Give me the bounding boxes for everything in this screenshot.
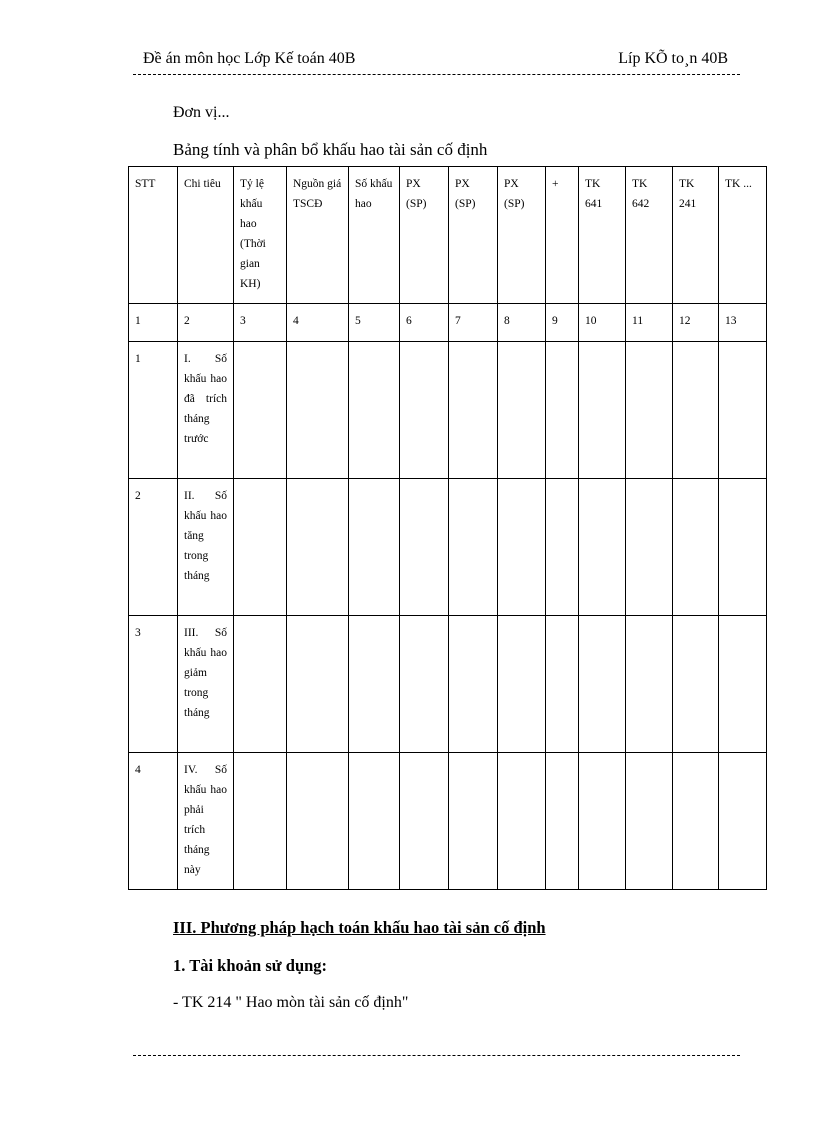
column-number-cell: 11 <box>626 304 673 342</box>
column-number-cell: 1 <box>129 304 178 342</box>
empty-cell <box>546 342 579 479</box>
section-title: III. Phương pháp hạch toán khấu hao tài sản cố định <box>173 918 546 937</box>
column-number-cell: 2 <box>178 304 234 342</box>
empty-cell <box>719 479 767 616</box>
empty-cell <box>449 753 498 890</box>
column-number-cell: 3 <box>234 304 287 342</box>
empty-cell <box>626 342 673 479</box>
column-number-cell: 13 <box>719 304 767 342</box>
column-number-cell: 9 <box>546 304 579 342</box>
empty-cell <box>234 342 287 479</box>
header-class-label: Líp KÕ to¸n 40B <box>618 50 728 67</box>
empty-cell <box>626 616 673 753</box>
header-cell: Số khấu hao <box>349 167 400 304</box>
account-bullet: - TK 214 " Hao mòn tài sản cố định" <box>173 994 409 1011</box>
empty-cell <box>449 616 498 753</box>
header-cell: TK 641 <box>579 167 626 304</box>
empty-cell <box>349 342 400 479</box>
empty-cell <box>400 753 449 890</box>
unit-label: Đơn vị... <box>173 104 230 121</box>
empty-cell <box>673 342 719 479</box>
empty-cell <box>719 753 767 890</box>
table-row <box>129 479 767 616</box>
column-number-cell: 7 <box>449 304 498 342</box>
empty-cell <box>400 479 449 616</box>
row-stt: 1 <box>129 342 178 479</box>
header-cell: TK ... <box>719 167 767 304</box>
header-cell: + <box>546 167 579 304</box>
empty-cell <box>579 616 626 753</box>
empty-cell <box>234 479 287 616</box>
empty-cell <box>546 616 579 753</box>
empty-cell <box>234 753 287 890</box>
header-course-title: Đề án môn học Lớp Kế toán 40B <box>143 50 356 67</box>
header-cell: PX (SP) <box>498 167 546 304</box>
empty-cell <box>287 342 349 479</box>
empty-cell <box>498 753 546 890</box>
header-cell: Tỷ lệ khấu hao (Thời gian KH) <box>234 167 287 304</box>
empty-cell <box>673 753 719 890</box>
header-cell: Chi tiêu <box>178 167 234 304</box>
header-cell: PX (SP) <box>449 167 498 304</box>
empty-cell <box>349 753 400 890</box>
row-description: II. Số khấu hao tăng trong tháng <box>178 479 234 616</box>
empty-cell <box>287 753 349 890</box>
table-row <box>129 342 767 479</box>
empty-cell <box>673 616 719 753</box>
header-row <box>129 167 767 304</box>
empty-cell <box>400 616 449 753</box>
empty-cell <box>498 479 546 616</box>
column-number-row <box>129 304 767 342</box>
empty-cell <box>498 342 546 479</box>
row-description: I. Số khấu hao đã trích tháng trước <box>178 342 234 479</box>
header-cell: TK 241 <box>673 167 719 304</box>
row-description: III. Số khấu hao giảm trong tháng <box>178 616 234 753</box>
empty-cell <box>287 479 349 616</box>
empty-cell <box>673 479 719 616</box>
header-cell: Nguồn giá TSCĐ <box>287 167 349 304</box>
empty-cell <box>349 616 400 753</box>
page-header <box>133 50 740 75</box>
empty-cell <box>719 342 767 479</box>
empty-cell <box>498 616 546 753</box>
empty-cell <box>449 479 498 616</box>
empty-cell <box>449 342 498 479</box>
row-stt: 3 <box>129 616 178 753</box>
table-caption: Bảng tính và phân bổ khấu hao tài sản cố định <box>173 140 488 159</box>
table-row <box>129 616 767 753</box>
depreciation-table <box>128 166 767 890</box>
empty-cell <box>234 616 287 753</box>
empty-cell <box>546 753 579 890</box>
empty-cell <box>400 342 449 479</box>
header-cell: TK 642 <box>626 167 673 304</box>
empty-cell <box>579 753 626 890</box>
row-stt: 4 <box>129 753 178 890</box>
empty-cell <box>349 479 400 616</box>
column-number-cell: 8 <box>498 304 546 342</box>
column-number-cell: 5 <box>349 304 400 342</box>
column-number-cell: 10 <box>579 304 626 342</box>
row-description: IV. Số khấu hao phải trích tháng này <box>178 753 234 890</box>
footer-divider <box>133 1055 740 1056</box>
table-row <box>129 753 767 890</box>
row-stt: 2 <box>129 479 178 616</box>
header-cell: STT <box>129 167 178 304</box>
empty-cell <box>579 342 626 479</box>
subsection-title: 1. Tài khoản sử dụng: <box>173 956 328 975</box>
empty-cell <box>579 479 626 616</box>
column-number-cell: 6 <box>400 304 449 342</box>
empty-cell <box>287 616 349 753</box>
header-cell: PX (SP) <box>400 167 449 304</box>
empty-cell <box>626 753 673 890</box>
column-number-cell: 4 <box>287 304 349 342</box>
empty-cell <box>546 479 579 616</box>
column-number-cell: 12 <box>673 304 719 342</box>
empty-cell <box>719 616 767 753</box>
empty-cell <box>626 479 673 616</box>
